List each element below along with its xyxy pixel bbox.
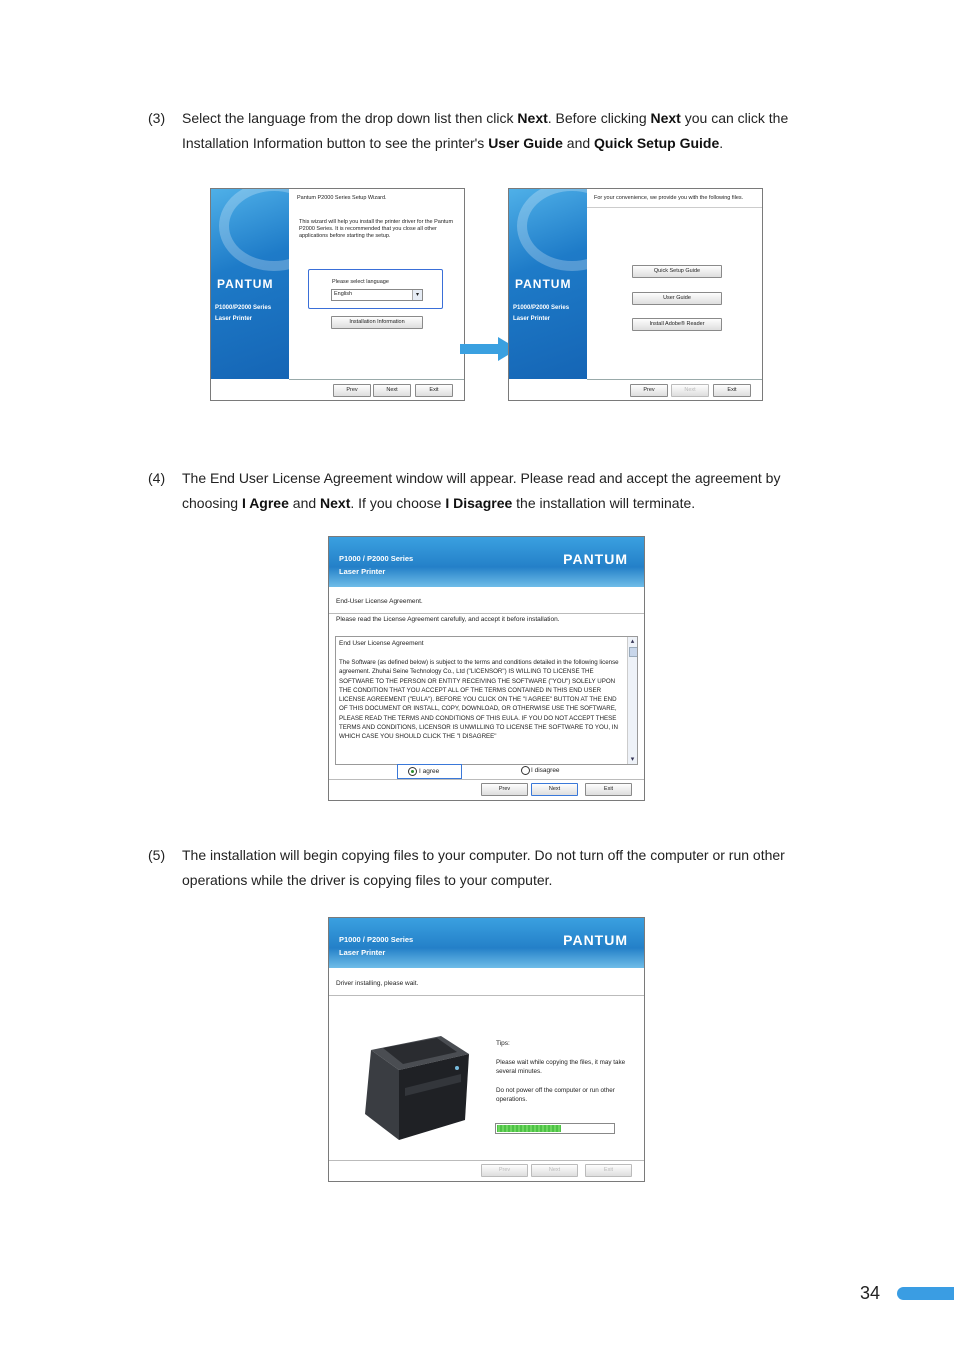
- wizard-sidebar: [509, 189, 587, 379]
- page-number: 34: [860, 1283, 881, 1303]
- step-text: The installation will begin copying files to your computer. Do not turn off the computer or run other operations while the driver is copying files to your computer.: [182, 847, 785, 888]
- next-button[interactable]: Next: [373, 384, 411, 397]
- pantum-logo: PANTUM: [515, 277, 572, 291]
- exit-button[interactable]: Exit: [585, 783, 632, 796]
- next-button[interactable]: Next: [531, 1164, 578, 1177]
- language-label: Please select language: [332, 279, 389, 285]
- installation-info-button[interactable]: Installation Information: [331, 316, 423, 329]
- series-label: P1000/P2000 Series: [513, 305, 570, 311]
- progress-bar: [495, 1123, 615, 1134]
- pantum-logo: PANTUM: [217, 277, 274, 291]
- header-banner: [329, 918, 644, 968]
- eula-text-body: The Software (as defined below) is subject to the terms and conditions detailed in the following license agreement. Zhuhai Seine Technology Co., Ltd ("LICENSOR") IS WILLING TO LICENSE THE SOFTWARE TO THE PERSON OR ENTITY RECEIVING THE SOFTWARE ("YOU") SOLELY UPON THE CONDITION THAT YOU ACCEPT ALL OF THE TERMS CONTAINED IN THIS END USER LICENSE AGREEMENT ("EULA"). BEFORE YOU CLICK ON THE "I AGREE" BUTTON AT THE END OF THIS DOCUMENT OR INSTALL, COPY, DOWNLOAD, OR OTHERWISE USE THE SOFTWARE, PLEASE READ THE TERMS AND CONDITIONS OF THIS EULA. IF YOU DO NOT ACCEPT THESE TERMS AND CONDITIONS, LICENSOR IS UNWILLING TO LICENSE THE SOFTWARE TO YOU, IN WHICH CASE YOU SHOULD CLICK THE "I DISAGREE": [339, 659, 619, 741]
- series-label: P1000/P2000 Series: [215, 305, 272, 311]
- install-heading: Driver installing, please wait.: [336, 980, 419, 987]
- step-number: (5): [148, 847, 166, 863]
- tips-label: Tips:: [496, 1040, 510, 1047]
- pantum-logo: PANTUM: [563, 932, 628, 948]
- exit-button[interactable]: Exit: [415, 384, 453, 397]
- setup-wizard-language-screenshot: [210, 188, 465, 401]
- type-label: Laser Printer: [339, 948, 386, 957]
- header-banner: [329, 537, 644, 587]
- setup-wizard-files-screenshot: [508, 188, 763, 401]
- series-label: P1000 / P2000 Series: [339, 935, 414, 944]
- language-value: English: [334, 291, 353, 297]
- quick-setup-guide-button[interactable]: Quick Setup Guide: [632, 265, 722, 278]
- pantum-logo: PANTUM: [563, 551, 628, 567]
- progress-fill: [497, 1125, 561, 1132]
- radio-selected-icon[interactable]: [408, 767, 417, 776]
- step-number: (3): [148, 110, 166, 126]
- exit-button[interactable]: Exit: [713, 384, 751, 397]
- printer-image: [353, 1030, 473, 1145]
- scroll-down-icon[interactable]: ▾: [630, 756, 635, 763]
- agree-label: I agree: [419, 768, 440, 775]
- installing-window-screenshot: [328, 917, 645, 1182]
- disagree-option[interactable]: [519, 764, 582, 777]
- language-select[interactable]: [331, 289, 423, 301]
- prev-button[interactable]: Prev: [481, 1164, 528, 1177]
- scrollbar[interactable]: [627, 637, 637, 764]
- wizard-title: Pantum P2000 Series Setup Wizard.: [297, 195, 387, 201]
- scroll-thumb[interactable]: [629, 647, 638, 657]
- user-guide-button[interactable]: User Guide: [632, 292, 722, 305]
- disagree-label: I disagree: [531, 767, 560, 774]
- wizard-sidebar: [211, 189, 289, 379]
- step-text: Select the language from the drop down list then click Next. Before clicking Next you can click the Installation Information button to see the printer's User Guide and Quick Setup Guide.: [182, 110, 789, 151]
- eula-window-screenshot: [328, 536, 645, 801]
- prev-button[interactable]: Prev: [481, 783, 528, 796]
- swirl-graphic: [517, 189, 587, 271]
- eula-text-area[interactable]: [335, 636, 638, 765]
- radio-unselected-icon[interactable]: [521, 766, 530, 775]
- type-label: Laser Printer: [339, 567, 386, 576]
- prev-button[interactable]: Prev: [630, 384, 668, 397]
- series-label: P1000 / P2000 Series: [339, 554, 414, 563]
- tip-copying: Please wait while copying the files, it may take several minutes.: [496, 1059, 626, 1075]
- scroll-up-icon[interactable]: ▴: [630, 638, 635, 645]
- wizard-description: This wizard will help you install the printer driver for the Pantum P2000 Series. It is recommended that you close all other applications before starting the setup.: [299, 219, 454, 239]
- step-number: (4): [148, 470, 166, 486]
- eula-instructions: Please read the License Agreement carefully, and accept it before installation.: [336, 616, 560, 623]
- wizard-title: For your convenience, we provide you with the following files.: [594, 195, 744, 201]
- agree-option[interactable]: [397, 764, 462, 779]
- type-label: Laser Printer: [215, 316, 253, 322]
- eula-heading: End-User License Agreement.: [336, 598, 423, 605]
- tip-power: Do not power off the computer or run other operations.: [496, 1087, 615, 1103]
- step-text: The End User License Agreement window will appear. Please read and accept the agreement by choosing I Agree and Next. If you choose I Disagree the installation will terminate.: [182, 470, 781, 511]
- chevron-down-icon[interactable]: ▾: [412, 290, 422, 300]
- swirl-graphic: [219, 189, 289, 271]
- next-button[interactable]: Next: [671, 384, 709, 397]
- next-button[interactable]: Next: [531, 783, 578, 796]
- page-tab-decoration: [897, 1287, 954, 1300]
- exit-button[interactable]: Exit: [585, 1164, 632, 1177]
- type-label: Laser Printer: [513, 316, 551, 322]
- prev-button[interactable]: Prev: [333, 384, 371, 397]
- language-group: [308, 269, 443, 309]
- install-adobe-reader-button[interactable]: Install Adobe® Reader: [632, 318, 722, 331]
- eula-text-title: End User License Agreement: [339, 640, 424, 647]
